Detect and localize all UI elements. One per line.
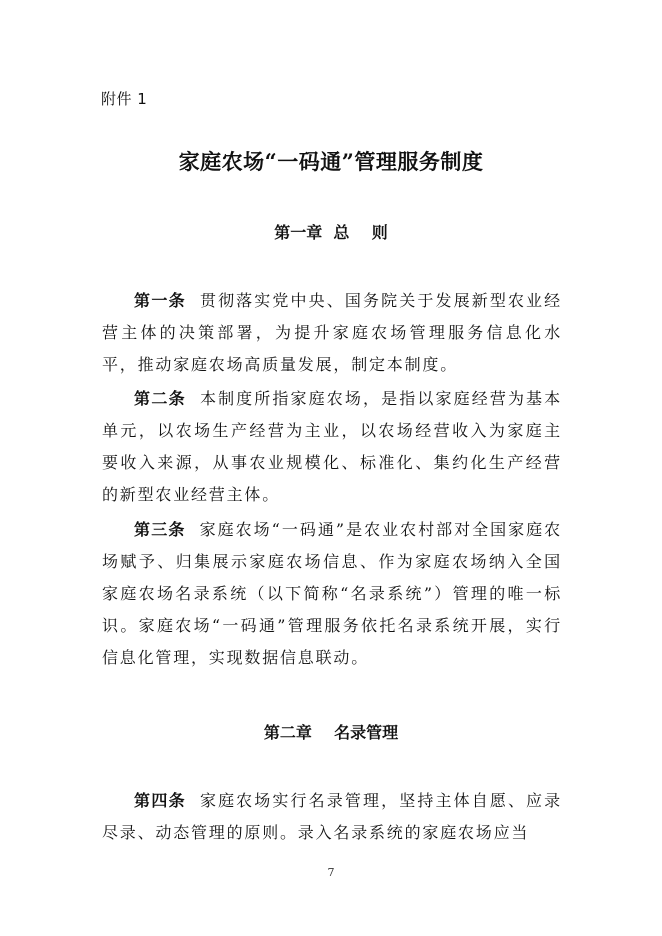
chapter-heading-1: 第一章 总 则 — [274, 223, 388, 242]
document-title: 家庭农场“一码通”管理服务制度 — [178, 149, 484, 174]
article-text: 家庭农场实行名录管理，坚持主体自愿、应录尽录、动态管理的原则。录入名录系统的家庭农场应当 — [102, 791, 562, 842]
chapter-heading-2: 第二章 名录管理 — [263, 723, 399, 742]
article-3 — [102, 514, 562, 674]
article-text: 本制度所指家庭农场，是指以家庭经营为基本单元，以农场生产经营为主业，以农场经营收入为家庭主要收入来源，从事农业规模化、标准化、集约化生产经营的新型农业经营主体。 — [102, 389, 562, 504]
article-number: 第二条 — [134, 389, 186, 408]
article-1 — [102, 285, 562, 381]
article-number: 第三条 — [134, 520, 186, 539]
article-2 — [102, 383, 562, 511]
article-number: 第一条 — [134, 291, 186, 310]
article-4 — [102, 785, 562, 849]
article-number: 第四条 — [134, 791, 186, 810]
article-text: 贯彻落实党中央、国务院关于发展新型农业经营主体的决策部署，为提升家庭农场管理服务信息化水平，推动家庭农场高质量发展，制定本制度。 — [102, 291, 562, 374]
attachment-label: 附件 1 — [101, 90, 148, 108]
page-number: 7 — [327, 866, 335, 879]
article-text: 家庭农场“一码通”是农业农村部对全国家庭农场赋予、归集展示家庭农场信息、作为家庭农场纳入全国家庭农场名录系统（以下简称“名录系统”）管理的唯一标识。家庭农场“一码通”管理服务依托名录系统开展，实行信息化管理，实现数据信息联动。 — [102, 520, 562, 667]
